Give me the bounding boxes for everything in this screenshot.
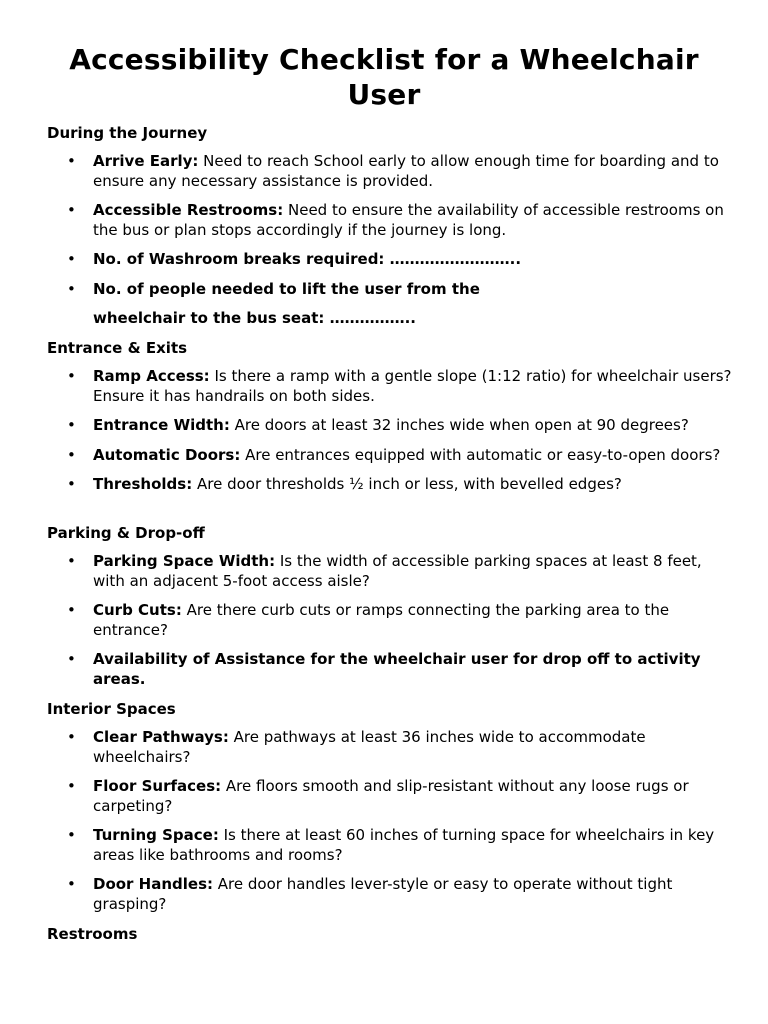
list-item [47, 446, 737, 466]
item-label: Automatic Doors: [93, 445, 241, 464]
list-item [47, 601, 737, 640]
item-label: Ramp Access: [93, 367, 210, 385]
section-heading: Entrance & Exits [47, 339, 188, 357]
item-label: Thresholds: [93, 475, 193, 493]
item-text: Are door handles lever-style or easy to operate without tight grasping? [93, 875, 673, 913]
bullet-icon: • [67, 445, 76, 464]
section-during-the-journey [47, 123, 737, 329]
list-item [47, 367, 737, 406]
item-label: Turning Space: [93, 826, 219, 844]
bullet-icon: • [67, 279, 76, 298]
item-text: Is there a ramp with a gentle slope (1:12 ratio) for wheelchair users? Ensure it has handrails on both sides. [93, 367, 732, 405]
list-item [47, 250, 737, 270]
section-restrooms [47, 924, 737, 944]
item-text: Need to ensure the availability of accessible restrooms on the bus or plan stops accordingly if the journey is long. [93, 201, 724, 239]
item-label: Arrive Early: [93, 152, 199, 170]
item-label: Floor Surfaces: [93, 777, 222, 795]
bullet-icon: • [67, 250, 76, 268]
item-label: Curb Cuts: [93, 601, 182, 619]
checklist [47, 728, 737, 914]
item-label: Entrance Width: [93, 416, 230, 434]
list-item [47, 777, 737, 816]
item-label-continued: wheelchair to the bus seat: …………….. [93, 309, 416, 327]
section-heading: Restrooms [47, 925, 138, 943]
item-label: Availability of Assistance for the wheelchair user for drop off to activity areas. [93, 650, 701, 688]
list-item [47, 416, 737, 436]
list-item [47, 475, 737, 495]
bullet-icon: • [67, 201, 76, 219]
item-text: Are floors smooth and slip-resistant without any loose rugs or carpeting? [93, 777, 689, 815]
item-label: Clear Pathways: [93, 728, 229, 746]
item-label: Door Handles: [93, 875, 214, 893]
bullet-icon: • [67, 475, 76, 493]
bullet-icon: • [67, 777, 76, 795]
item-text: Are there curb cuts or ramps connecting the parking area to the entrance? [93, 601, 670, 639]
list-item [47, 875, 737, 914]
bullet-icon: • [67, 650, 76, 668]
item-text: Is the width of accessible parking spaces at least 8 feet, with an adjacent 5-foot access aisle? [93, 552, 702, 590]
item-text: Are door thresholds ½ inch or less, with bevelled edges? [192, 475, 622, 493]
item-text: Are doors at least 32 inches wide when open at 90 degrees? [229, 416, 689, 434]
bullet-icon: • [67, 552, 76, 570]
item-label: No. of Washroom breaks required: …………………….. [93, 250, 522, 268]
section-parking-drop-off [47, 523, 737, 689]
bullet-icon: • [67, 152, 76, 170]
item-label: Parking Space Width: [93, 552, 276, 570]
list-item [47, 152, 737, 191]
item-label: Accessible Restrooms: [93, 201, 284, 219]
bullet-icon: • [67, 875, 76, 893]
checklist [47, 552, 737, 689]
list-item [47, 552, 737, 591]
bullet-icon: • [67, 367, 76, 385]
list-item [47, 201, 737, 240]
item-text: Is there at least 60 inches of turning space for wheelchairs in key areas like bathrooms and rooms? [93, 826, 715, 864]
section-heading: Interior Spaces [47, 700, 176, 718]
section-heading: During the Journey [47, 124, 208, 142]
bullet-icon: • [67, 728, 76, 746]
checklist [47, 367, 737, 495]
checklist [47, 152, 737, 329]
page-title: Accessibility Checklist for a Wheelchair User [69, 43, 699, 111]
item-label: No. of people needed to lift the user from the [93, 279, 480, 298]
list-item [47, 728, 737, 767]
item-text: Need to reach School early to allow enough time for boarding and to ensure any necessary assistance is provided. [93, 152, 719, 190]
list-item [47, 280, 737, 329]
bullet-icon: • [67, 416, 76, 434]
bullet-icon: • [67, 601, 76, 619]
section-heading: Parking & Drop-off [47, 524, 205, 542]
list-item [47, 650, 737, 689]
bullet-icon: • [67, 826, 76, 844]
item-text: Are pathways at least 36 inches wide to accommodate wheelchairs? [93, 728, 646, 766]
list-item [47, 826, 737, 865]
section-interior-spaces [47, 699, 737, 914]
item-text: Are entrances equipped with automatic or easy-to-open doors? [240, 445, 721, 464]
section-entrance-exits [47, 338, 737, 495]
